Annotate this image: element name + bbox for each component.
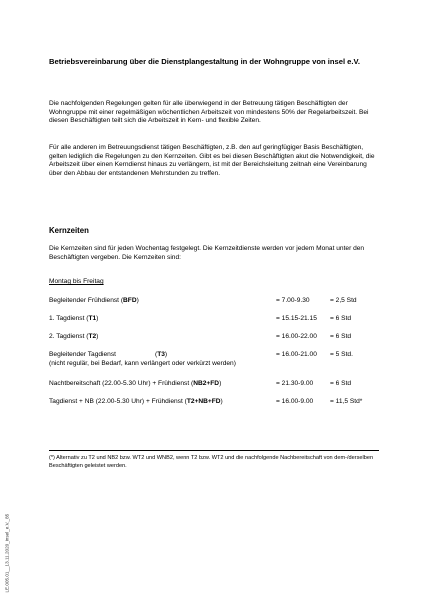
shift-duration: = 6 Std xyxy=(330,380,352,387)
shift-name: Nachtbereitschaft (22.00-5.30 Uhr) + Frühdienst (NB2+FD) xyxy=(49,380,222,387)
document-title: Betriebsvereinbarung über die Dienstplangestaltung in der Wohngruppe von insel e.V. xyxy=(49,57,360,66)
shift-duration: = 11,5 Std* xyxy=(330,398,363,405)
shift-time: = 15.15-21.15 xyxy=(276,315,317,322)
weekday-subheading: Montag bis Freitag xyxy=(49,278,104,285)
shift-name: 1. Tagdienst (T1) xyxy=(49,315,99,322)
intro-paragraph: Die nachfolgenden Regelungen gelten für alle überwiegend in der Betreuung tätigen Beschäftigten der Wohngruppe mit einer regelmäßigen wöchentlichen Arbeitszeit von mindestens 50% der Regelarbeitszeit. Bei diesen Beschäftigten teilt sich die Arbeitszeit in Kern- und flexible Zeiten. xyxy=(49,100,369,125)
shift-duration: = 5 Std. xyxy=(330,351,353,358)
shift-duration: = 6 Std xyxy=(330,315,352,322)
shift-time: = 16.00-21.00 xyxy=(276,351,317,358)
shift-note: (nicht regulär, bei Bedarf, kann verlängert oder verkürzt werden) xyxy=(49,360,236,367)
shift-duration: = 2,5 Std xyxy=(330,297,357,304)
section-heading-kernzeiten: Kernzeiten xyxy=(49,226,89,235)
shift-duration: = 6 Std xyxy=(330,333,352,340)
shift-time: = 7.00-9.30 xyxy=(276,297,310,304)
footnote: (*) Alternativ zu T2 und NB2 bzw. WT2 und WNB2, wenn T2 bzw. WT2 und die nachfolgende Nachbereitschaft von dem-/derselben Beschäftigten geleistet werden. xyxy=(49,455,374,469)
shift-time: = 16.00-22.00 xyxy=(276,333,317,340)
kernzeiten-paragraph: Die Kernzeiten sind für jeden Wochentag festgelegt. Die Kernzeitdienste werden vor jedem Monat unter den Beschäftigten vergeben. Die Kernzeiten sind: xyxy=(49,245,365,261)
shift-name: 2. Tagdienst (T2) xyxy=(49,333,99,340)
footnote-divider xyxy=(49,450,379,451)
other-staff-paragraph: Für alle anderen im Betreuungsdienst tätigen Beschäftigten, z.B. den auf geringfügiger Basis Beschäftigten, gelten lediglich die Regelungen zu den Kernzeiten. Gibt es bei diesen Beschäftigten akut die Notwendigkeit, die Arbeitszeit über einen Kerndienst hinaus zu verlängern, ist mit der Bereichsleitung zeitnah eine Vereinbarung über den Abbau der entstandenen Mehrstunden zu treffen. xyxy=(49,144,375,177)
document-id-margin: LE.005.01__13.11.2020_insel_e.V._85 xyxy=(4,513,10,593)
shift-name: Begleitender Tagdienst xyxy=(49,351,116,358)
shift-name: Tagdienst + NB (22.00-5.30 Uhr) + Frühdienst (T2+NB+FD) xyxy=(49,398,223,405)
shift-time: = 16.00-9.00 xyxy=(276,398,314,405)
shift-time: = 21.30-9.00 xyxy=(276,380,314,387)
shift-code: (T3) xyxy=(155,351,168,358)
shift-name: Begleitender Frühdienst (BFD) xyxy=(49,297,139,304)
